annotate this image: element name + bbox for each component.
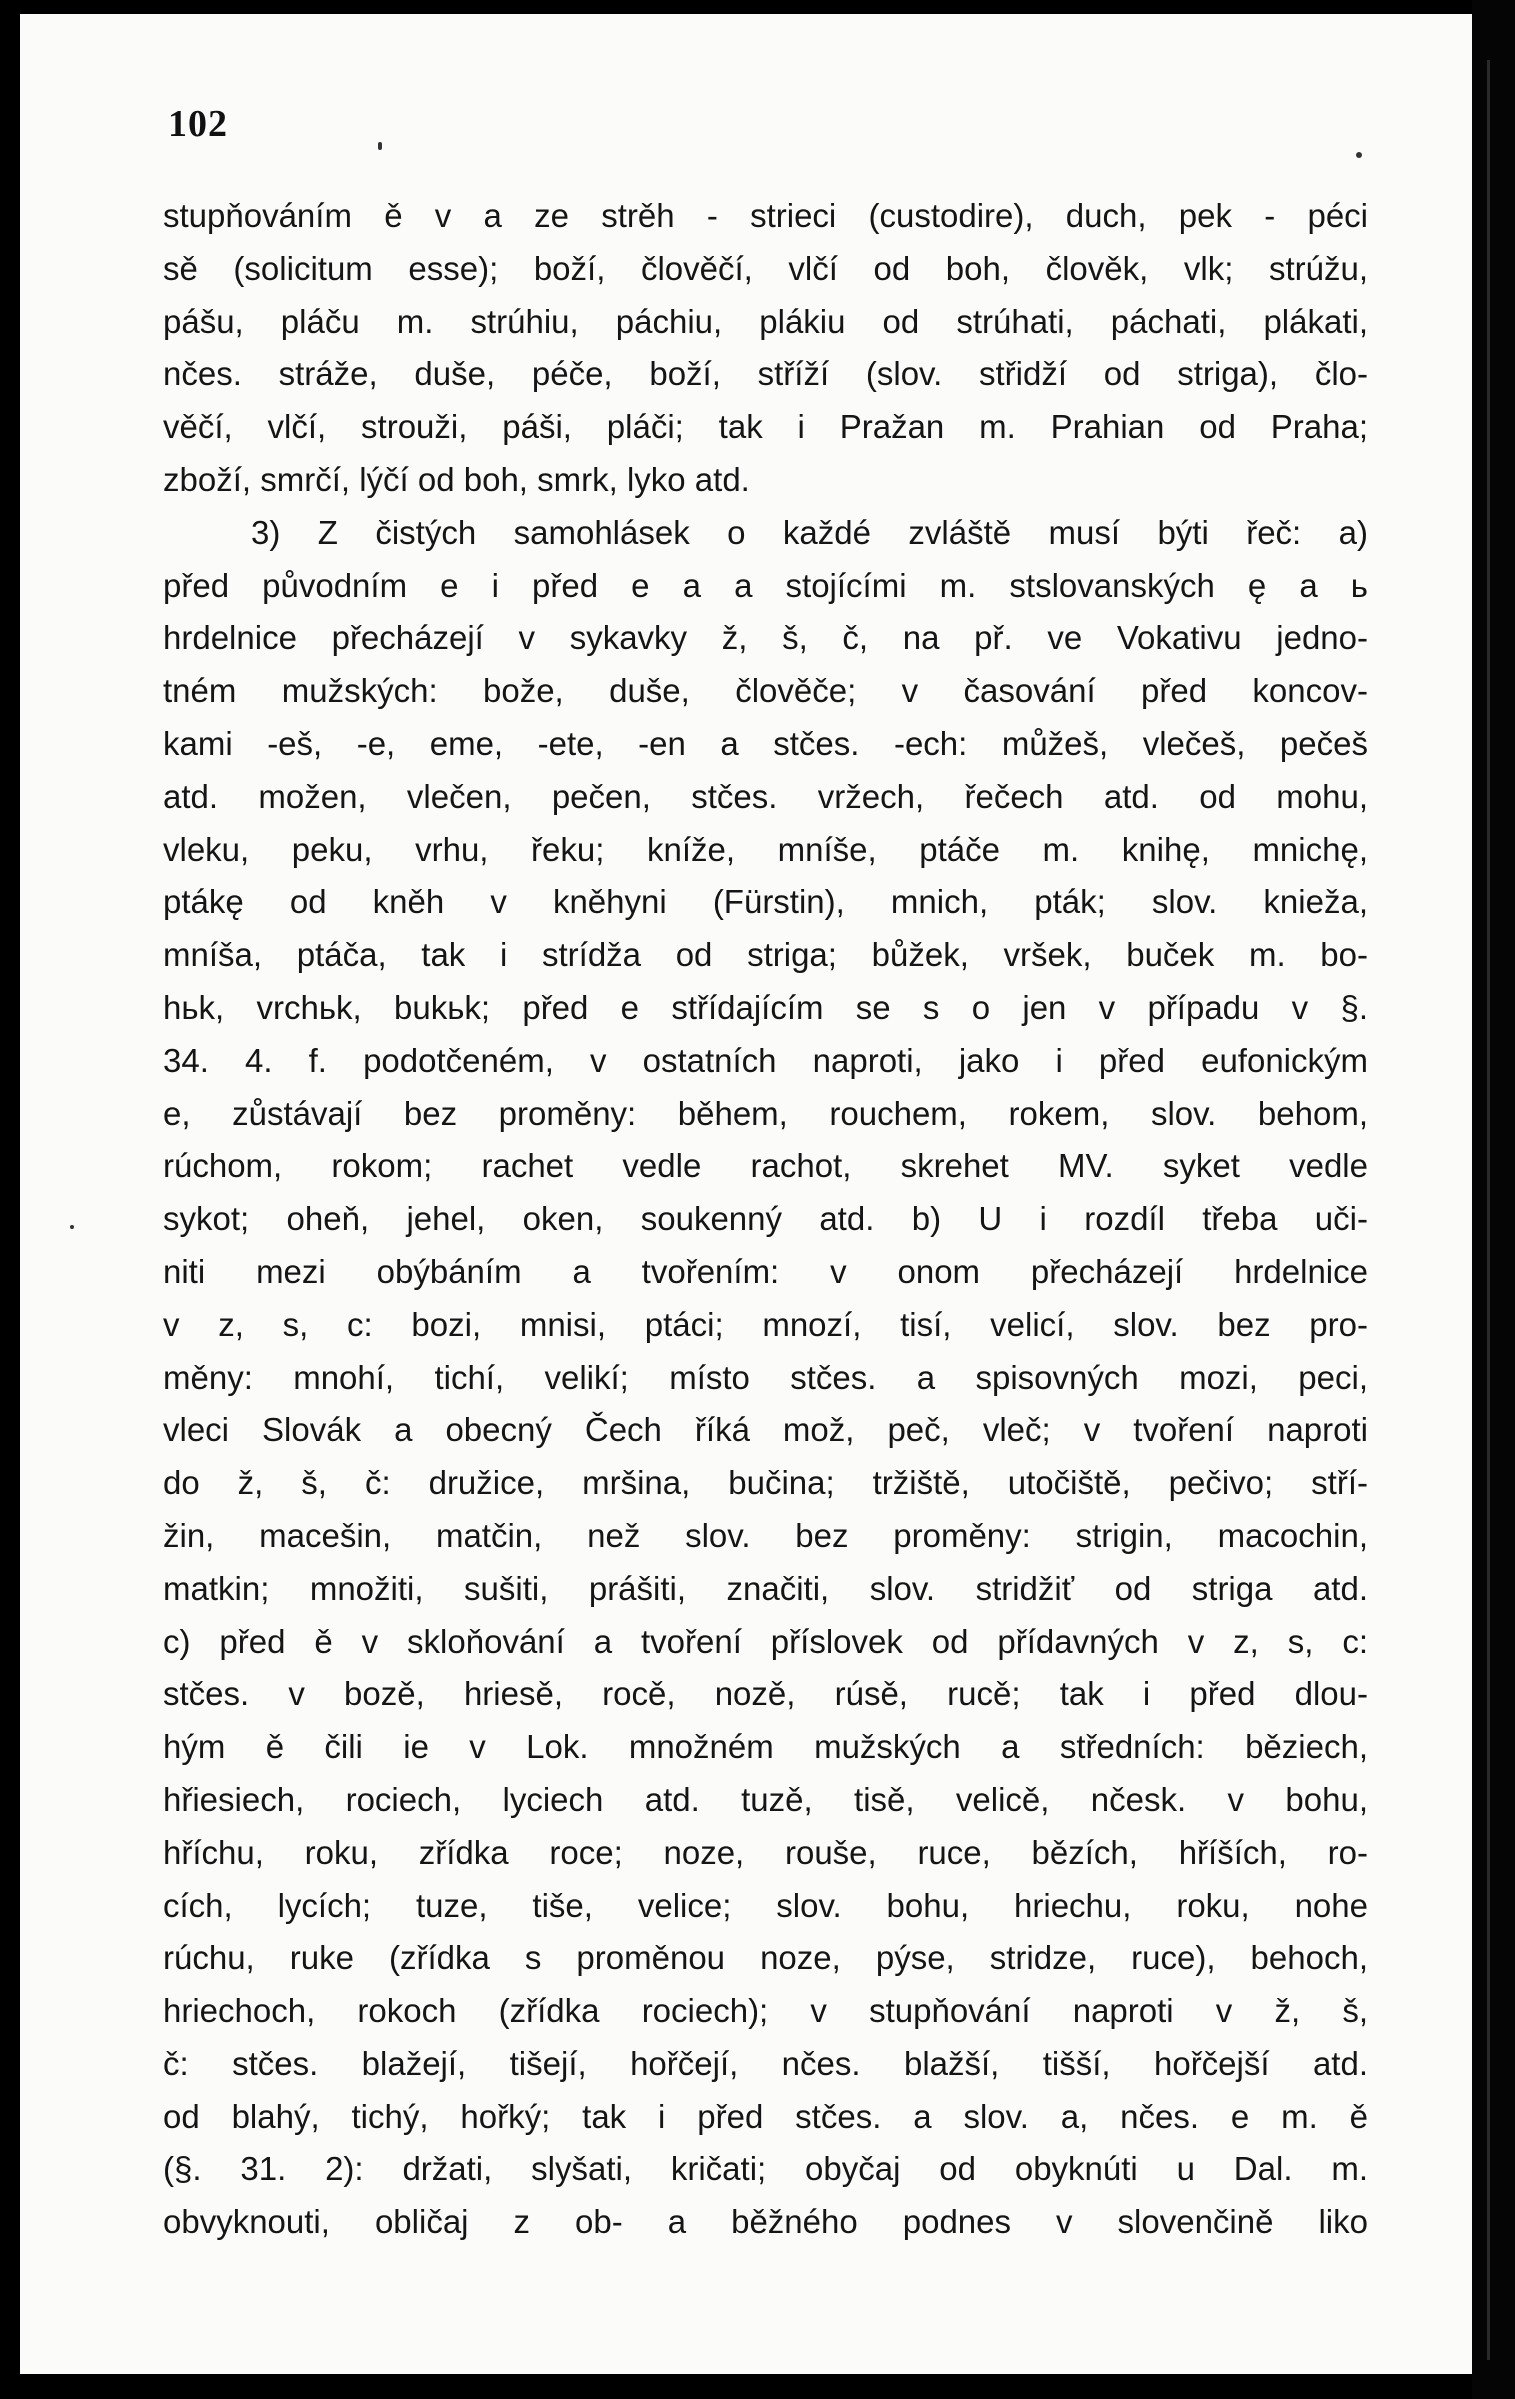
text-line: hříchu, roku, zřídka roce; noze, rouše, ruce, bězích, hříších, ro- — [163, 1833, 1368, 1871]
scan-border — [1472, 0, 1515, 2399]
text-line: mníša, ptáča, tak i strídža od striga; bůžek, vršek, buček m. bo- — [163, 936, 1368, 974]
text-line: e, zůstávají bez proměny: během, rouchem, rokem, slov. behom, — [163, 1094, 1368, 1132]
text-line: hřiesiech, rociech, lyciech atd. tuzě, tisě, velicě, nčesk. v bohu, — [163, 1780, 1368, 1818]
text-line: zboží, smrčí, lýčí od boh, smrk, lyko atd. — [163, 460, 750, 498]
text-line: tném mužských: bože, duše, člověče; v časování před koncov- — [163, 672, 1368, 710]
text-line: hým ě čili ie v Lok. množném mužských a středních: běziech, — [163, 1728, 1368, 1766]
text-line: žin, macešin, matčin, než slov. bez proměny: strigin, macochin, — [163, 1516, 1368, 1554]
text-line: v z, s, c: bozi, mnisi, ptáci; mnozí, tisí, velicí, slov. bez pro- — [163, 1305, 1368, 1343]
body-text — [163, 190, 1368, 2249]
scan-border-line — [1487, 60, 1490, 2360]
text-line: atd. možen, vlečen, pečen, stčes. vržech, řečech atd. od mohu, — [163, 777, 1368, 815]
text-line: ptákę od kněh v kněhyni (Fürstin), mnich, pták; slov. knieža, — [163, 883, 1368, 921]
text-line: pášu, pláču m. strúhiu, páchiu, plákiu od strúhati, páchati, plákati, — [163, 302, 1368, 340]
text-line: obvyknouti, obličaj z ob- a běžného podnes v slovenčině liko — [163, 2203, 1368, 2241]
text-line: stupňováním ě v a ze strěh - strieci (custodire), duch, pek - péci — [163, 197, 1368, 234]
text-line: stčes. v bozě, hriesě, rocě, nozě, rúsě, rucě; tak i před dlou- — [163, 1675, 1368, 1713]
text-line: před původním e i před e a a stojícími m. stslovanských ę a ь — [163, 566, 1368, 604]
text-line: měny: mnohí, tichí, velikí; místo stčes. a spisovných mozi, peci, — [163, 1358, 1368, 1396]
text-line: rúchu, ruke (zřídka s proměnou noze, pýse, stridze, ruce), behoch, — [163, 1939, 1368, 1977]
ink-speck — [70, 1225, 74, 1229]
text-line: rúchom, rokom; rachet vedle rachot, skrehet MV. syket vedle — [163, 1147, 1368, 1185]
text-line: (§. 31. 2): držati, slyšati, kričati; obyčaj od obyknúti u Dal. m. — [163, 2150, 1368, 2188]
text-line: hьk, vrchьk, bukьk; před e střídajícím se s o jen v případu v §. — [163, 988, 1368, 1026]
paragraph-start: 3) Z čistých samohlásek o každé zvláště musí býti řeč: a) — [251, 513, 1368, 551]
ink-speck — [378, 142, 382, 150]
text-line: hrdelnice přecházejí v sykavky ž, š, č, na př. ve Vokativu jedno- — [163, 619, 1368, 657]
ink-speck — [1356, 152, 1362, 158]
text-line: 34. 4. f. podotčeném, v ostatních naproti, jako i před eufonickým — [163, 1041, 1368, 1079]
text-line: nčes. stráže, duše, péče, boží, stříží (slov. střidží od striga), člo- — [163, 355, 1368, 393]
text-line: cích, lycích; tuze, tiše, velice; slov. bohu, hriechu, roku, nohe — [163, 1886, 1368, 1924]
text-line: matkin; množiti, sušiti, prášiti, značiti, slov. stridžiť od striga atd. — [163, 1569, 1368, 1607]
text-line: vleku, peku, vrhu, řeku; kníže, mníše, ptáče m. knihę, mnichę, — [163, 830, 1368, 868]
text-line: do ž, š, č: družice, mršina, bučina; tržiště, utočiště, pečivo; stří- — [163, 1464, 1368, 1502]
text-line: vleci Slovák a obecný Čech říká mož, peč, vleč; v tvoření naproti — [163, 1411, 1368, 1449]
page-number: 102 — [168, 103, 228, 145]
text-line: od blahý, tichý, hořký; tak i před stčes. a slov. a, nčes. e m. ě — [163, 2097, 1368, 2135]
text-line: niti mezi obýbáním a tvořením: v onom přecházejí hrdelnice — [163, 1252, 1368, 1290]
text-line: sě (solicitum esse); boží, člověčí, vlčí od boh, člověk, vlk; strúžu, — [163, 249, 1368, 287]
text-line: c) před ě v skloňování a tvoření příslovek od přídavných v z, s, c: — [163, 1622, 1368, 1660]
text-line: věčí, vlčí, strouži, páši, pláči; tak i Pražan m. Prahian od Praha; — [163, 408, 1368, 446]
text-line: sykot; oheň, jehel, oken, soukenný atd. b) U i rozdíl třeba uči- — [163, 1200, 1368, 1238]
text-line: hriechoch, rokoch (zřídka rociech); v stupňování naproti v ž, š, — [163, 1992, 1368, 2030]
text-line: kami -eš, -e, eme, -ete, -en a stčes. -ech: můžeš, vlečeš, pečeš — [163, 724, 1368, 762]
text-line: č: stčes. blažejí, tišejí, hořčejí, nčes. blažší, tišší, hořčejší atd. — [163, 2044, 1368, 2082]
